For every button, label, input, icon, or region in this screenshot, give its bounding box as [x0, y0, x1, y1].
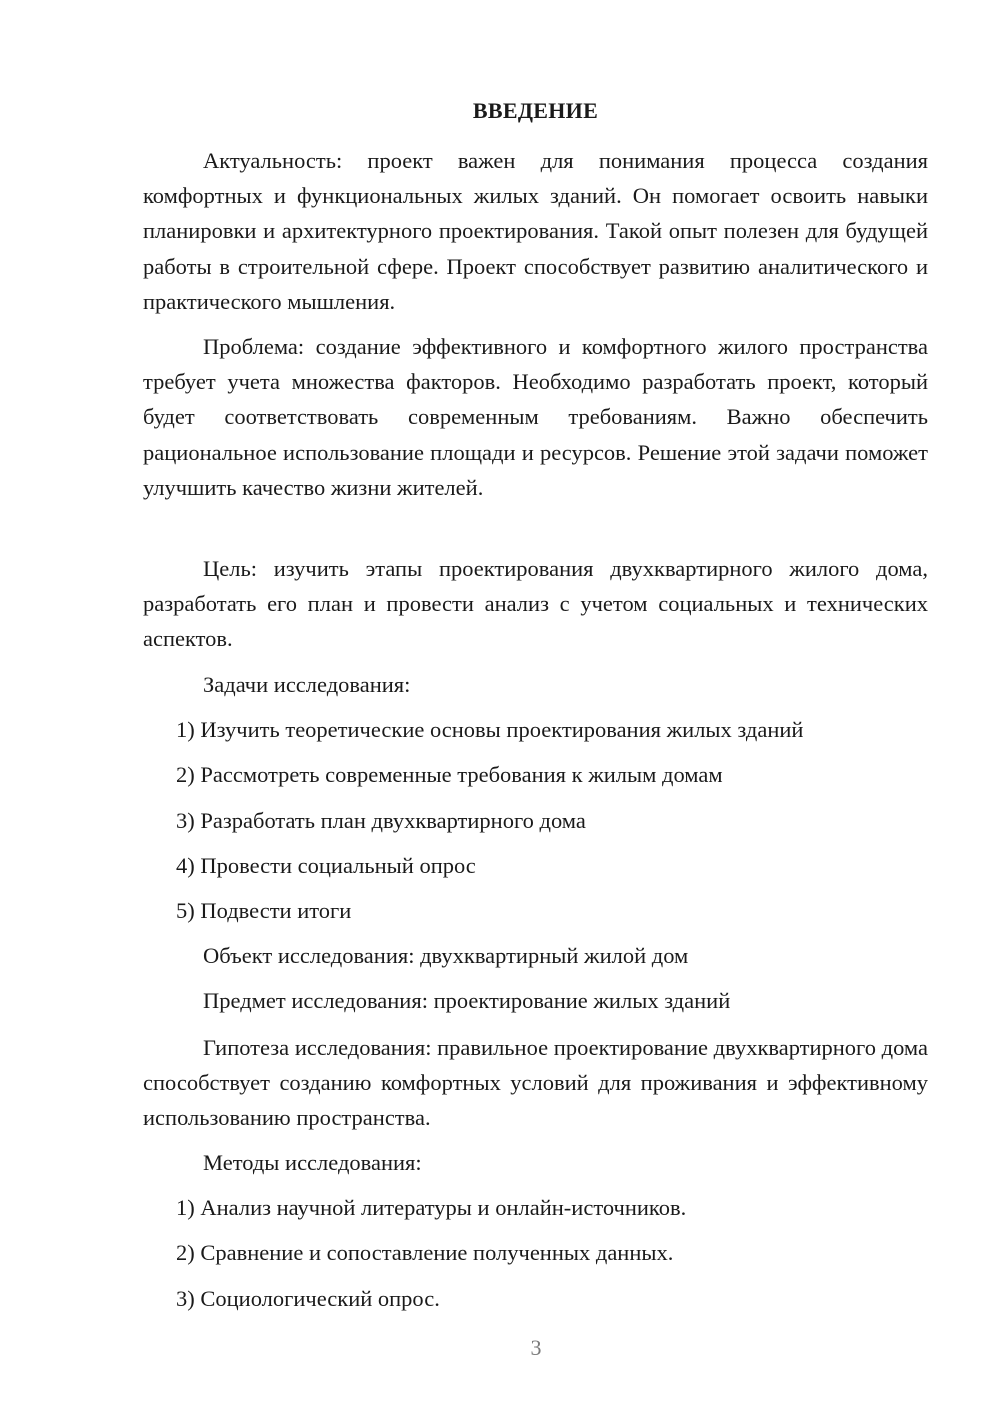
task-item-5: 5) Подвести итоги: [176, 898, 352, 923]
task-item-3: 3) Разработать план двухквартирного дома: [176, 808, 586, 833]
method-item-3: 3) Социологический опрос.: [176, 1286, 440, 1311]
hypothesis-paragraph: Гипотеза исследования: правильное проектирование двухквартирного дома способствует созданию комфортных условий для проживания и эффективному использованию пространства.: [143, 1035, 928, 1131]
tasks-heading: Задачи исследования:: [203, 672, 411, 697]
method-item-2: 2) Сравнение и сопоставление полученных данных.: [176, 1240, 674, 1265]
goal-paragraph: Цель: изучить этапы проектирования двухквартирного жилого дома, разработать его план и провести анализ с учетом социальных и технических аспектов.: [143, 556, 928, 652]
research-object: Объект исследования: двухквартирный жилой дом: [203, 943, 689, 968]
task-item-2: 2) Рассмотреть современные требования к жилым домам: [176, 762, 723, 787]
problem-paragraph: Проблема: создание эффективного и комфортного жилого пространства требует учета множества факторов. Необходимо разработать проект, который будет соответствовать современным требованиям. Важно обеспечить рациональное использование площади и ресурсов. Решение этой задачи поможет улучшить качество жизни жителей.: [143, 334, 928, 500]
method-item-1: 1) Анализ научной литературы и онлайн-источников.: [176, 1195, 687, 1220]
page-title: ВВЕДЕНИЕ: [472, 98, 599, 123]
methods-heading: Методы исследования:: [203, 1150, 422, 1175]
relevance-paragraph: Актуальность: проект важен для понимания процесса создания комфортных и функциональных жилых зданий. Он помогает освоить навыки планировки и архитектурного проектирования. Такой опыт полезен для будущей работы в строительной сфере. Проект способствует развитию аналитического и практического мышления.: [143, 148, 928, 314]
task-item-1: 1) Изучить теоретические основы проектирования жилых зданий: [176, 717, 804, 742]
research-subject: Предмет исследования: проектирование жилых зданий: [203, 988, 731, 1013]
task-item-4: 4) Провести социальный опрос: [176, 853, 476, 878]
page-number: 3: [530, 1335, 542, 1360]
